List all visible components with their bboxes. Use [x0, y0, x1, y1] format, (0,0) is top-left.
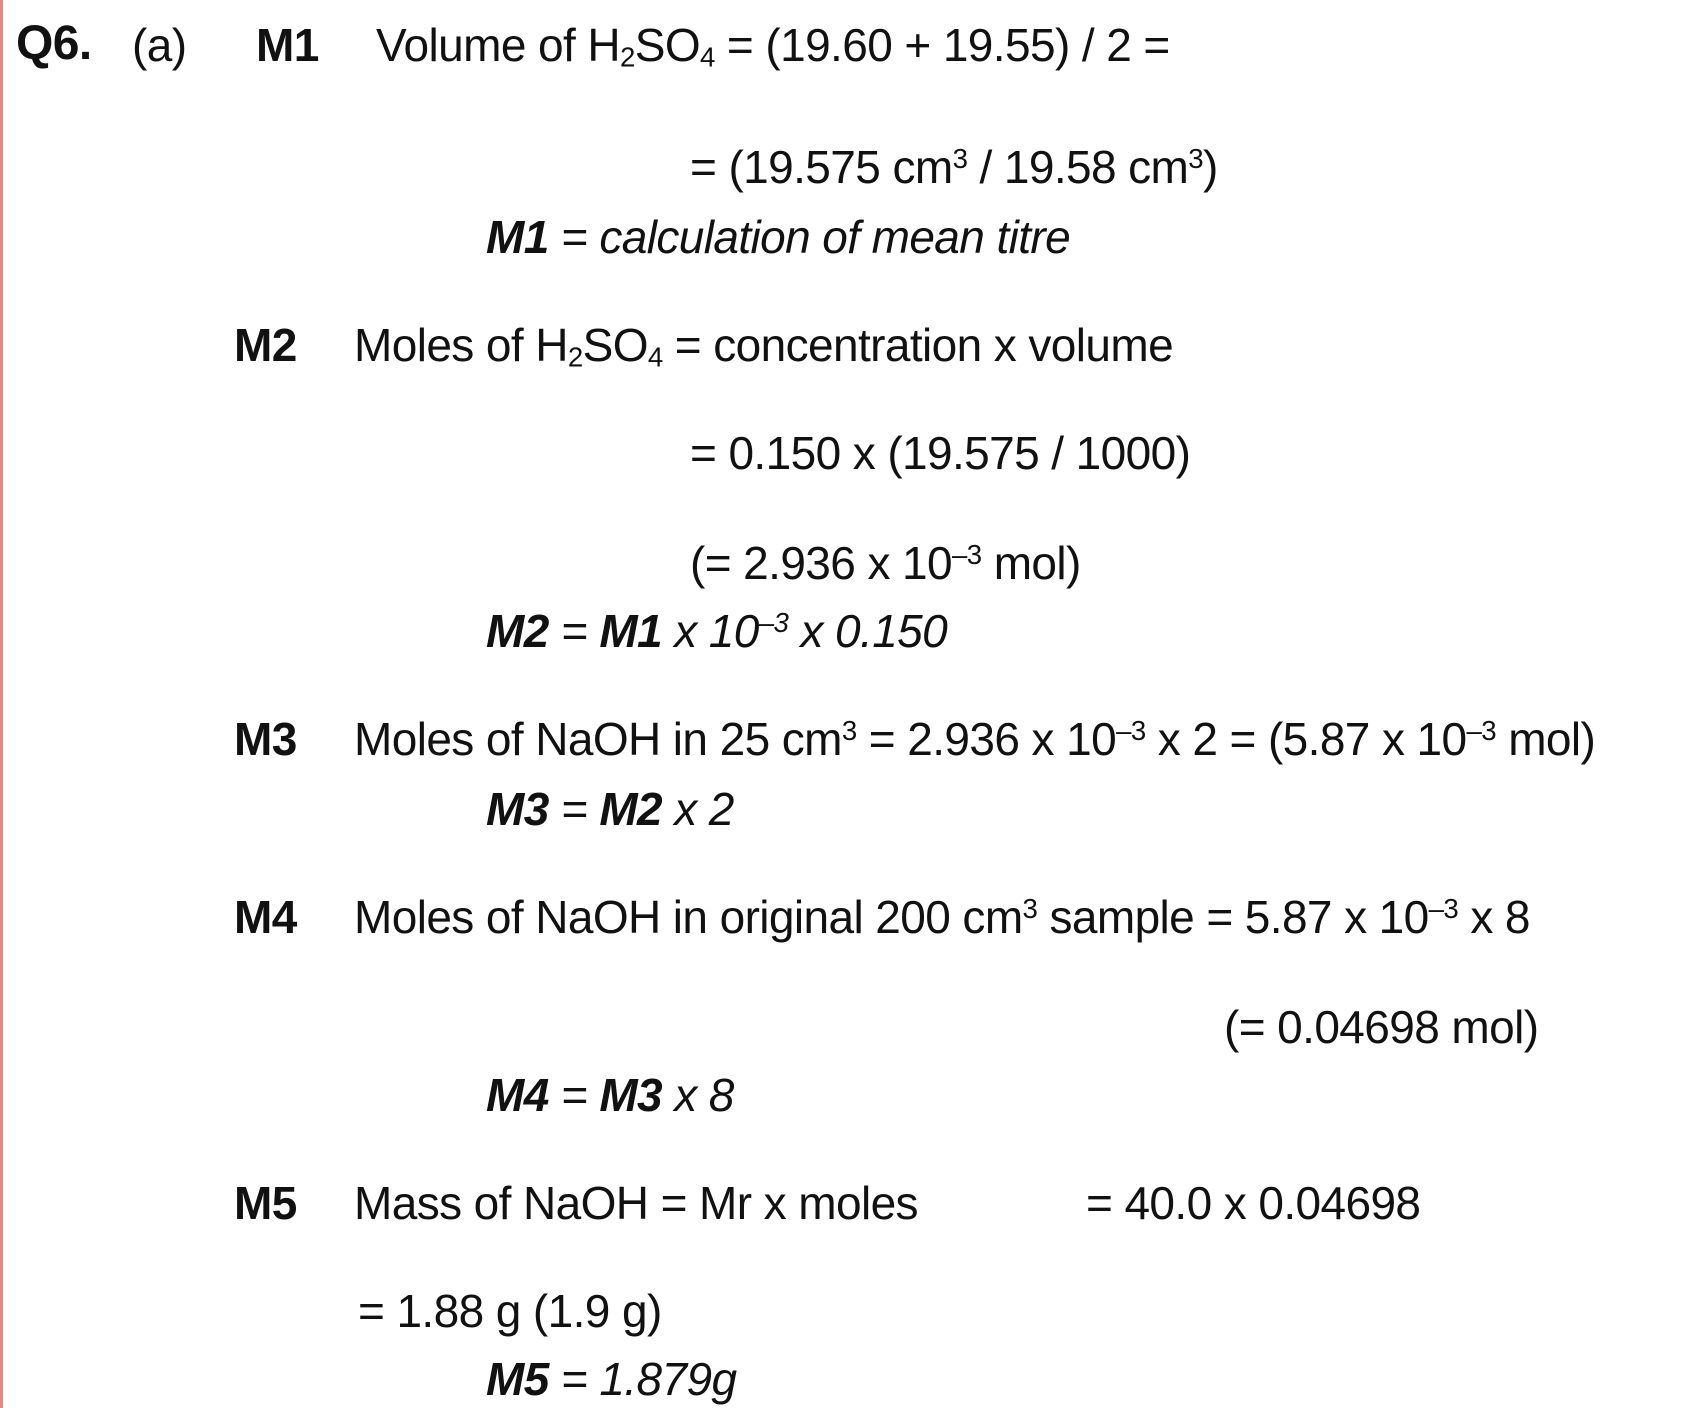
m3-scheme-text: x 2	[662, 783, 734, 835]
m2-scheme-eq: =	[548, 605, 600, 657]
page-margin-rule	[0, 0, 3, 1408]
m5-line2: = 1.88 g (1.9 g)	[358, 1285, 662, 1337]
m4-label: M4	[234, 891, 297, 943]
m1-scheme-ref: M1	[486, 211, 549, 263]
m4-scheme-note	[486, 1069, 734, 1121]
m5-label: M5	[234, 1177, 297, 1229]
m4-line1: Moles of NaOH in original 200 $cm^3$ sample = 5.87 x $10^{-3}$ x 8	[354, 891, 1530, 943]
m2-line3: (= 2.936 x $10^{-3}$ mol)	[690, 537, 1081, 589]
m1-scheme-text: = calculation of mean titre	[548, 211, 1071, 263]
m5-scheme-ref: M5	[486, 1353, 549, 1405]
question-part: (a)	[132, 19, 187, 71]
m4-scheme-ref2: M3	[599, 1069, 663, 1121]
m5-scheme-note	[486, 1353, 737, 1405]
m2-scheme-ref2: M1	[599, 605, 663, 657]
m2-label: M2	[234, 319, 297, 371]
m4-scheme-text: x 8	[662, 1069, 734, 1121]
m5-line1b: = 40.0 x 0.04698	[1086, 1177, 1421, 1229]
m4-line2: (= 0.04698 mol)	[1224, 1001, 1539, 1053]
m1-line1: Volume of $H_2SO_4 = (19.60 + 19.55) / 2$ =	[376, 19, 1170, 73]
m2-scheme-ref: M2	[486, 605, 549, 657]
m3-scheme-note	[486, 783, 734, 835]
m5-scheme-text: = 1.879g	[548, 1353, 737, 1405]
m4-scheme-ref: M4	[486, 1069, 549, 1121]
m3-scheme-eq: =	[548, 783, 600, 835]
m2-line1: Moles of $H_2SO_4$ = concentration x volume	[354, 319, 1174, 373]
m3-line1: Moles of NaOH in 25 $cm^3 = 2.936$ x $10^{-3}$ x 2 = (5.87 x $10^{-3}$ mol)	[354, 713, 1596, 765]
m2-line2: = 0.150 x (19.575 / 1000)	[690, 427, 1191, 479]
m3-label: M3	[234, 713, 297, 765]
m1-line2: = (19.575 $cm^3 / 19.58$ $cm^3$)	[690, 141, 1218, 193]
question-number: Q6.	[16, 17, 92, 70]
m2-scheme-note	[486, 605, 948, 657]
m1-scheme-note	[486, 211, 1071, 263]
m3-scheme-ref: M3	[486, 783, 549, 835]
m1-label: M1	[256, 19, 319, 71]
m2-scheme-text: x $10^{-3}$ x 0.150	[662, 605, 948, 657]
m3-scheme-ref2: M2	[599, 783, 663, 835]
m4-scheme-eq: =	[548, 1069, 600, 1121]
m5-line1: Mass of NaOH = Mr x moles	[354, 1177, 918, 1229]
